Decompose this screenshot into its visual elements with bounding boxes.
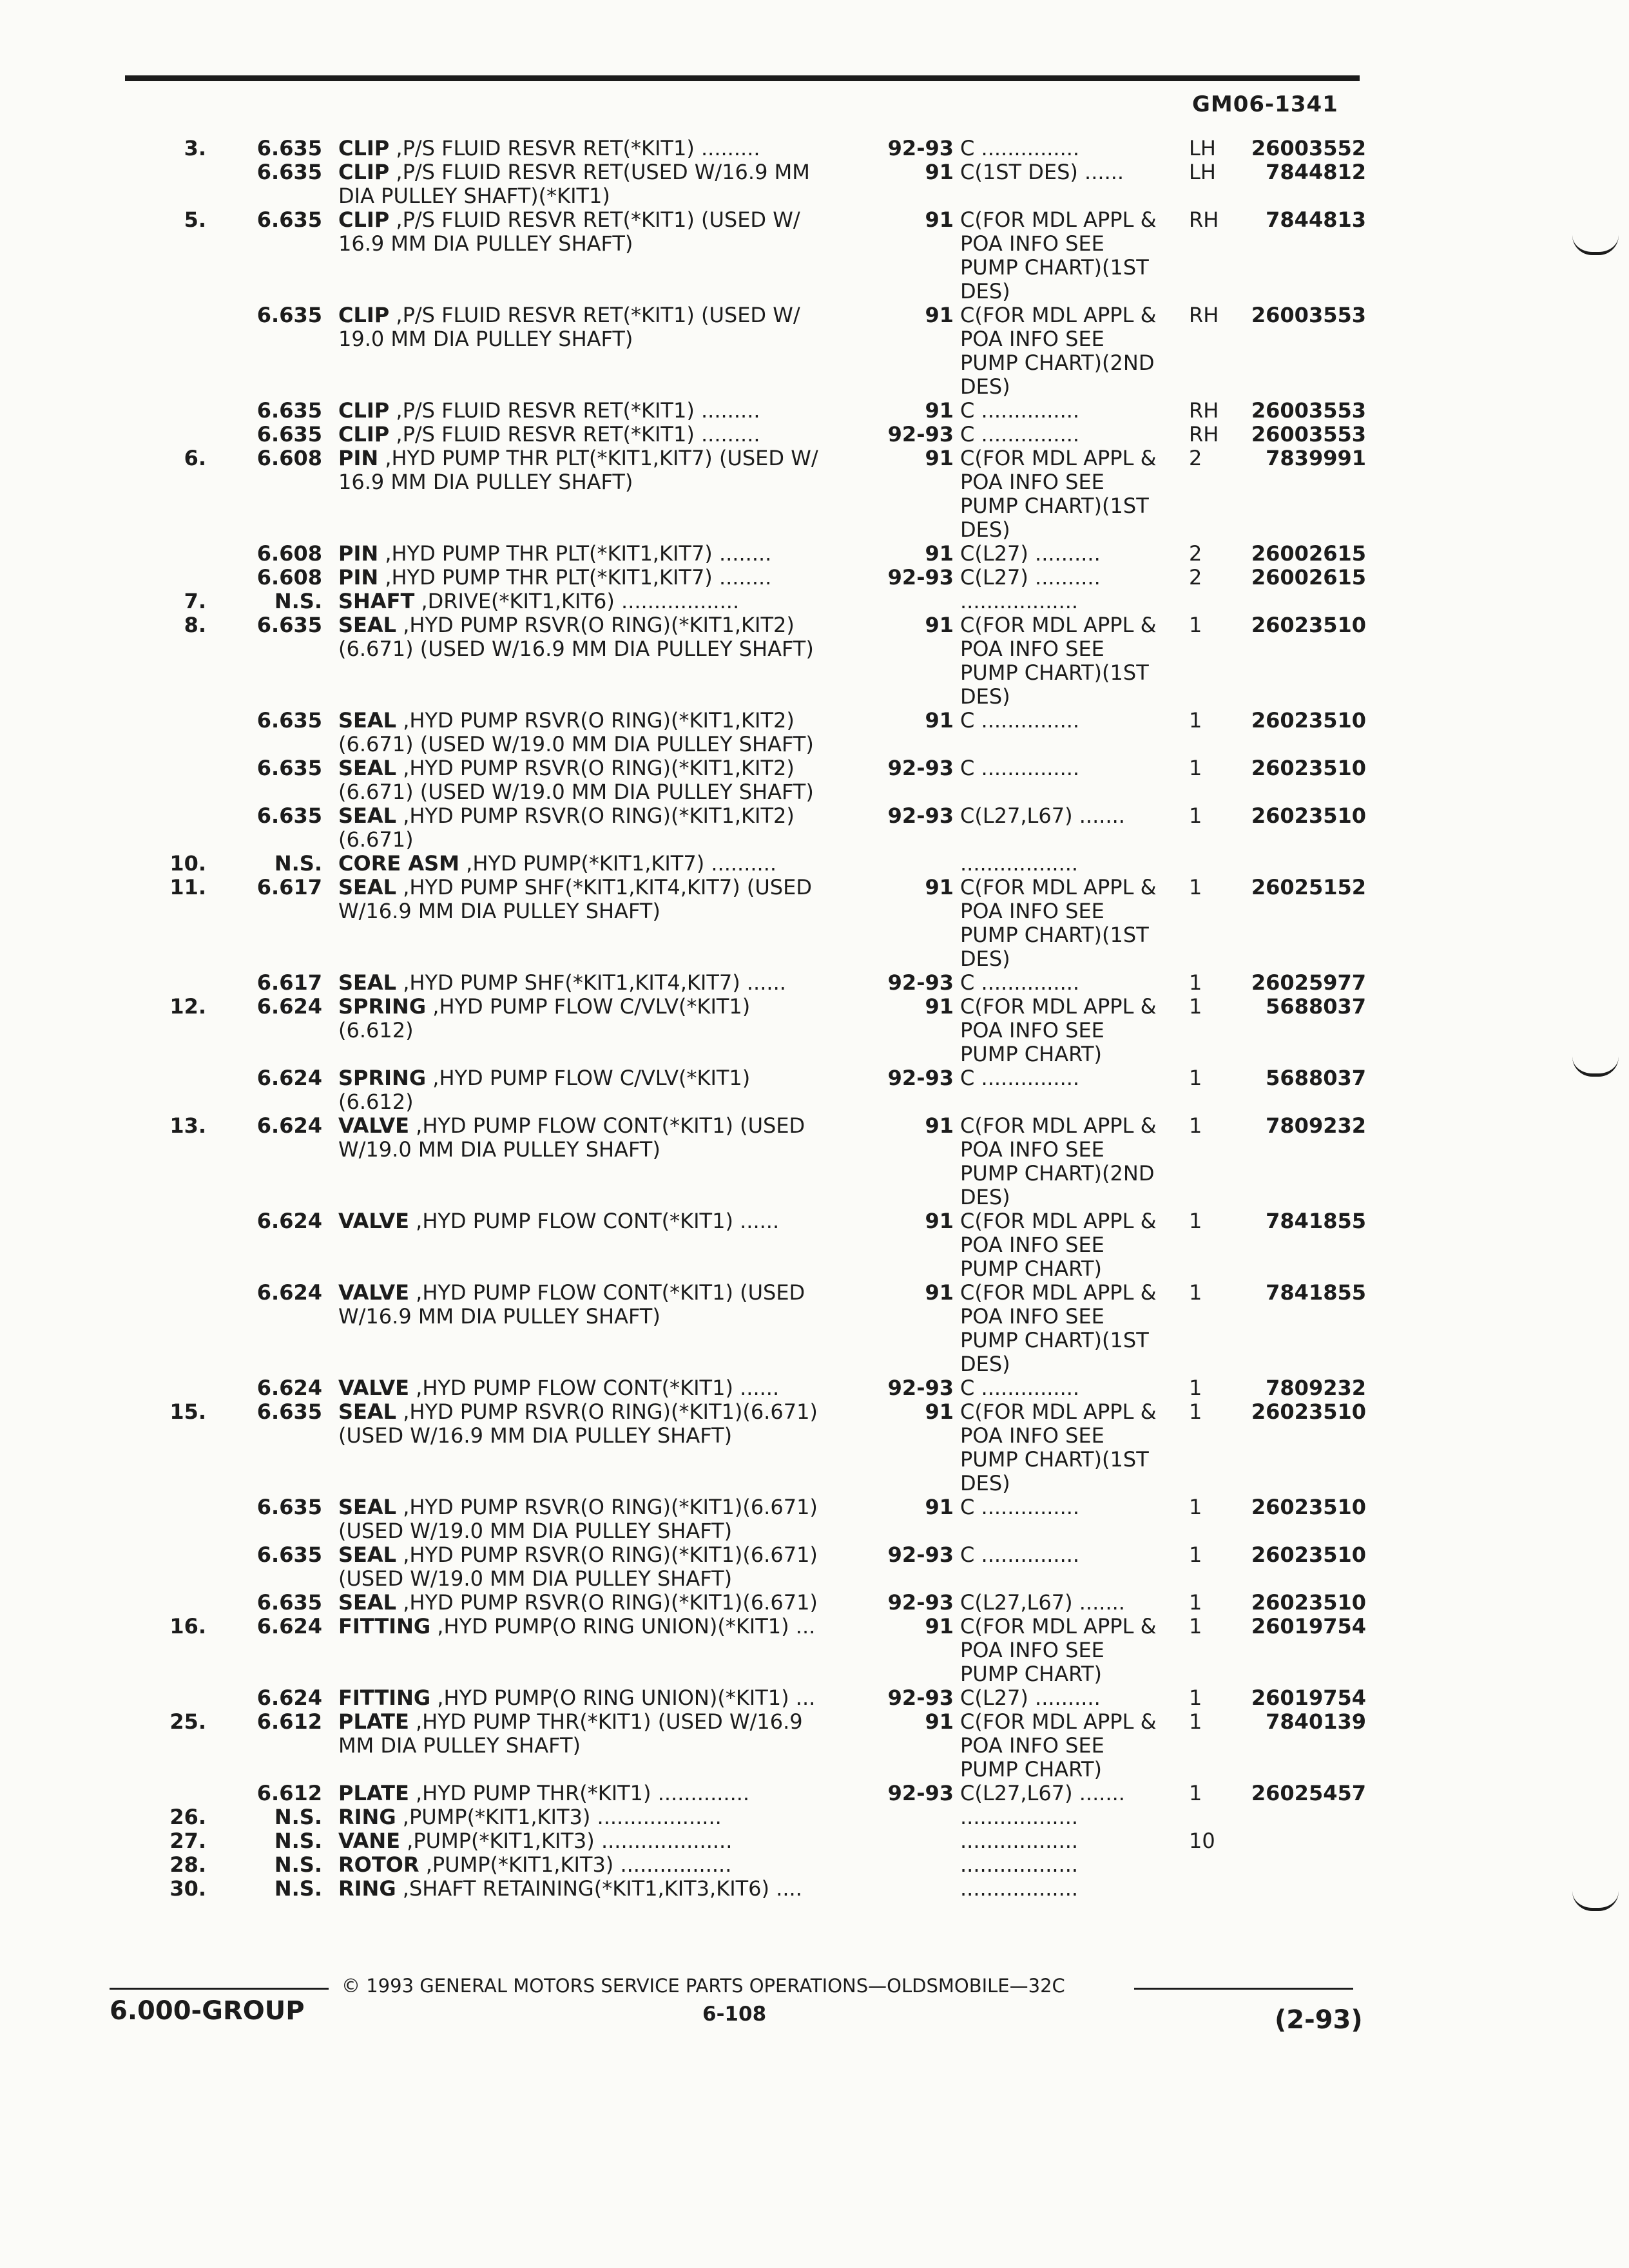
group-number: N.S.: [274, 1805, 322, 1829]
application: C(L27,L67) .......: [960, 1781, 1125, 1805]
model-years: 91: [925, 1280, 954, 1305]
group-number: 6.635: [256, 398, 322, 423]
application: C(FOR MDL APPL & POA INFO SEE PUMP CHART)(1ST DES): [960, 613, 1157, 709]
table-row: [0, 208, 1629, 303]
ref-number: 5.: [184, 207, 206, 232]
table-row: [0, 1615, 1629, 1686]
application: C(FOR MDL APPL & POA INFO SEE PUMP CHART): [960, 1209, 1157, 1281]
quantity: LH: [1189, 160, 1216, 184]
model-years: 91: [925, 1399, 954, 1424]
part-description: SPRING ,HYD PUMP FLOW C/VLV(*KIT1) (6.612): [338, 994, 751, 1043]
part-number: 7844812: [1266, 160, 1366, 184]
table-row: [0, 1782, 1629, 1805]
part-description: SEAL ,HYD PUMP RSVR(O RING)(*KIT1,KIT2) (6.671) (USED W/19.0 MM DIA PULLEY SHAFT): [338, 756, 814, 804]
application: C ...............: [960, 970, 1080, 995]
part-number: 26023510: [1251, 1590, 1366, 1615]
application: C ...............: [960, 136, 1080, 160]
group-number: 6.624: [256, 994, 322, 1019]
table-row: [0, 1805, 1629, 1829]
ref-number: 13.: [169, 1113, 206, 1138]
part-description: ROTOR ,PUMP(*KIT1,KIT3) .................: [338, 1852, 732, 1877]
part-description: VALVE ,HYD PUMP FLOW CONT(*KIT1) ......: [338, 1209, 780, 1233]
model-years: 92-93: [887, 1542, 954, 1567]
application: C ...............: [960, 1542, 1080, 1567]
top-rule: [125, 75, 1360, 81]
ref-number: 15.: [169, 1399, 206, 1424]
application: C(FOR MDL APPL & POA INFO SEE PUMP CHART): [960, 1614, 1157, 1686]
quantity: RH: [1189, 303, 1219, 327]
part-number: 26023510: [1251, 1495, 1366, 1519]
group-number: 6.617: [256, 875, 322, 899]
group-number: 6.635: [256, 136, 322, 160]
model-years: 91: [925, 708, 954, 733]
part-number: 7841855: [1266, 1209, 1366, 1233]
part-number: 7809232: [1266, 1113, 1366, 1138]
application: C ...............: [960, 708, 1080, 733]
model-years: 92-93: [887, 1590, 954, 1615]
table-row: [0, 1209, 1629, 1281]
quantity: LH: [1189, 136, 1216, 160]
table-row: [0, 1710, 1629, 1782]
application: C ...............: [960, 1376, 1080, 1400]
model-years: 91: [925, 541, 954, 566]
quantity: RH: [1189, 207, 1219, 232]
part-description: SEAL ,HYD PUMP RSVR(O RING)(*KIT1)(6.671) (USED W/19.0 MM DIA PULLEY SHAFT): [338, 1542, 818, 1591]
quantity: 2: [1189, 446, 1202, 470]
application: C ...............: [960, 756, 1080, 780]
model-years: 91: [925, 303, 954, 327]
part-number: 26025152: [1251, 875, 1366, 899]
table-row: [0, 1114, 1629, 1209]
model-years: 92-93: [887, 1686, 954, 1710]
ref-number: 27.: [169, 1829, 206, 1853]
part-number: 5688037: [1266, 1066, 1366, 1090]
application: C(L27,L67) .......: [960, 1590, 1125, 1615]
group-number: 6.617: [256, 970, 322, 995]
quantity: 1: [1189, 994, 1202, 1019]
model-years: 91: [925, 613, 954, 637]
application: ..................: [960, 1876, 1079, 1901]
quantity: 1: [1189, 1614, 1202, 1639]
quantity: 1: [1189, 970, 1202, 995]
table-row: [0, 590, 1629, 613]
part-description: FITTING ,HYD PUMP(O RING UNION)(*KIT1) ...: [338, 1614, 816, 1639]
quantity: 1: [1189, 1686, 1202, 1710]
table-row: [0, 1853, 1629, 1877]
application: C(FOR MDL APPL & POA INFO SEE PUMP CHART)(1ST DES): [960, 875, 1157, 971]
quantity: 1: [1189, 1542, 1202, 1567]
group-number: 6.635: [256, 803, 322, 828]
table-row: [0, 1376, 1629, 1400]
group-number: 6.635: [256, 1495, 322, 1519]
part-description: VANE ,PUMP(*KIT1,KIT3) ....................: [338, 1829, 733, 1853]
application: ..................: [960, 1829, 1079, 1853]
application: C(FOR MDL APPL & POA INFO SEE PUMP CHART)(1ST DES): [960, 1280, 1157, 1376]
quantity: RH: [1189, 398, 1219, 423]
document-code: GM06-1341: [1192, 91, 1338, 117]
table-row: [0, 303, 1629, 399]
part-number: 5688037: [1266, 994, 1366, 1019]
part-number: 26023510: [1251, 708, 1366, 733]
application: C(1ST DES) ......: [960, 160, 1124, 184]
revision-date: (2-93): [1275, 2005, 1363, 2035]
ref-number: 8.: [184, 613, 206, 637]
part-description: VALVE ,HYD PUMP FLOW CONT(*KIT1) ......: [338, 1376, 780, 1400]
group-number: 6.635: [256, 708, 322, 733]
model-years: 91: [925, 1614, 954, 1639]
group-number: 6.608: [256, 541, 322, 566]
part-description: VALVE ,HYD PUMP FLOW CONT(*KIT1) (USED W/19.0 MM DIA PULLEY SHAFT): [338, 1113, 805, 1162]
table-row: [0, 160, 1629, 208]
ref-number: 25.: [169, 1709, 206, 1734]
ref-number: 30.: [169, 1876, 206, 1901]
application: C(L27) ..........: [960, 1686, 1101, 1710]
table-row: [0, 1591, 1629, 1615]
part-description: RING ,PUMP(*KIT1,KIT3) ...................: [338, 1805, 722, 1829]
application: C(FOR MDL APPL & POA INFO SEE PUMP CHART): [960, 1709, 1157, 1782]
quantity: 1: [1189, 708, 1202, 733]
application: C(FOR MDL APPL & POA INFO SEE PUMP CHART): [960, 994, 1157, 1066]
quantity: 1: [1189, 1399, 1202, 1424]
part-number: 7809232: [1266, 1376, 1366, 1400]
model-years: 92-93: [887, 1066, 954, 1090]
part-description: SEAL ,HYD PUMP RSVR(O RING)(*KIT1)(6.671) (USED W/19.0 MM DIA PULLEY SHAFT): [338, 1495, 818, 1543]
quantity: 10: [1189, 1829, 1215, 1853]
part-number: 26023510: [1251, 613, 1366, 637]
page-number: 6-108: [702, 2003, 767, 2026]
model-years: 91: [925, 875, 954, 899]
table-row: [0, 1543, 1629, 1591]
group-label: 6.000-GROUP: [110, 1996, 305, 2026]
group-number: N.S.: [274, 1876, 322, 1901]
quantity: 1: [1189, 1280, 1202, 1305]
table-row: [0, 566, 1629, 590]
model-years: 91: [925, 1113, 954, 1138]
application: C ...............: [960, 1066, 1080, 1090]
footer-rule-right: [1134, 1988, 1353, 1990]
group-number: 6.608: [256, 446, 322, 470]
quantity: 1: [1189, 1209, 1202, 1233]
model-years: 92-93: [887, 136, 954, 160]
model-years: 92-93: [887, 803, 954, 828]
table-row: [0, 1400, 1629, 1495]
group-number: 6.635: [256, 1590, 322, 1615]
part-description: CLIP ,P/S FLUID RESVR RET(*KIT1) .........: [338, 422, 760, 447]
group-number: 6.635: [256, 160, 322, 184]
table-row: [0, 852, 1629, 876]
part-description: SEAL ,HYD PUMP SHF(*KIT1,KIT4,KIT7) (USED W/16.9 MM DIA PULLEY SHAFT): [338, 875, 812, 923]
application: C(FOR MDL APPL & POA INFO SEE PUMP CHART)(2ND DES): [960, 303, 1157, 399]
quantity: RH: [1189, 422, 1219, 447]
table-row: [0, 1281, 1629, 1376]
table-row: [0, 137, 1629, 160]
quantity: 1: [1189, 1376, 1202, 1400]
group-number: 6.635: [256, 1542, 322, 1567]
model-years: 92-93: [887, 422, 954, 447]
ref-number: 26.: [169, 1805, 206, 1829]
part-number: 26019754: [1251, 1686, 1366, 1710]
group-number: N.S.: [274, 1829, 322, 1853]
model-years: 91: [925, 1209, 954, 1233]
group-number: 6.608: [256, 565, 322, 590]
application: C(FOR MDL APPL & POA INFO SEE PUMP CHART)(1ST DES): [960, 1399, 1157, 1495]
part-description: VALVE ,HYD PUMP FLOW CONT(*KIT1) (USED W/16.9 MM DIA PULLEY SHAFT): [338, 1280, 805, 1329]
footer-rule-left: [110, 1988, 329, 1990]
table-row: [0, 542, 1629, 566]
table-row: [0, 399, 1629, 423]
application: C(L27) ..........: [960, 565, 1101, 590]
quantity: 1: [1189, 803, 1202, 828]
group-number: N.S.: [274, 589, 322, 613]
part-number: 26025977: [1251, 970, 1366, 995]
ref-number: 10.: [169, 851, 206, 876]
model-years: 91: [925, 1495, 954, 1519]
group-number: 6.624: [256, 1209, 322, 1233]
quantity: 1: [1189, 1066, 1202, 1090]
table-row: [0, 423, 1629, 447]
model-years: 92-93: [887, 565, 954, 590]
application: C(FOR MDL APPL & POA INFO SEE PUMP CHART)(2ND DES): [960, 1113, 1157, 1209]
quantity: 1: [1189, 1709, 1202, 1734]
application: C(FOR MDL APPL & POA INFO SEE PUMP CHART)(1ST DES): [960, 207, 1157, 303]
table-row: [0, 876, 1629, 971]
group-number: 6.624: [256, 1614, 322, 1639]
ref-number: 3.: [184, 136, 206, 160]
ref-number: 11.: [169, 875, 206, 899]
application: ..................: [960, 1852, 1079, 1877]
model-years: 92-93: [887, 1376, 954, 1400]
table-row: [0, 1495, 1629, 1543]
part-number: 7844813: [1266, 207, 1366, 232]
model-years: 91: [925, 1709, 954, 1734]
part-description: SEAL ,HYD PUMP RSVR(O RING)(*KIT1,KIT2) (6.671): [338, 803, 795, 852]
part-description: CLIP ,P/S FLUID RESVR RET(USED W/16.9 MM DIA PULLEY SHAFT)(*KIT1): [338, 160, 810, 208]
part-number: 26003553: [1251, 398, 1366, 423]
part-description: CLIP ,P/S FLUID RESVR RET(*KIT1) (USED W/ 19.0 MM DIA PULLEY SHAFT): [338, 303, 800, 351]
application: C ...............: [960, 398, 1080, 423]
part-number: 26025457: [1251, 1781, 1366, 1805]
application: C ...............: [960, 1495, 1080, 1519]
model-years: 91: [925, 160, 954, 184]
table-row: [0, 1686, 1629, 1710]
part-description: CLIP ,P/S FLUID RESVR RET(*KIT1) .........: [338, 398, 760, 423]
model-years: 92-93: [887, 1781, 954, 1805]
part-description: SEAL ,HYD PUMP RSVR(O RING)(*KIT1)(6.671) (USED W/16.9 MM DIA PULLEY SHAFT): [338, 1399, 818, 1448]
model-years: 91: [925, 446, 954, 470]
part-description: RING ,SHAFT RETAINING(*KIT1,KIT3,KIT6) ....: [338, 1876, 802, 1901]
part-description: SPRING ,HYD PUMP FLOW C/VLV(*KIT1) (6.612): [338, 1066, 751, 1114]
table-row: [0, 1829, 1629, 1853]
table-row: [0, 804, 1629, 852]
part-number: 26019754: [1251, 1614, 1366, 1639]
part-number: 26003552: [1251, 136, 1366, 160]
group-number: N.S.: [274, 851, 322, 876]
part-description: PLATE ,HYD PUMP THR(*KIT1) ..............: [338, 1781, 750, 1805]
application: C(L27) ..........: [960, 541, 1101, 566]
part-number: 7841855: [1266, 1280, 1366, 1305]
quantity: 1: [1189, 1113, 1202, 1138]
part-number: 26002615: [1251, 565, 1366, 590]
ref-number: 7.: [184, 589, 206, 613]
table-row: [0, 995, 1629, 1066]
group-number: 6.612: [256, 1709, 322, 1734]
part-description: PIN ,HYD PUMP THR PLT(*KIT1,KIT7) ........: [338, 541, 772, 566]
table-row: [0, 1877, 1629, 1901]
application: C ...............: [960, 422, 1080, 447]
group-number: 6.624: [256, 1376, 322, 1400]
part-number: 26003553: [1251, 422, 1366, 447]
quantity: 1: [1189, 1590, 1202, 1615]
part-description: CLIP ,P/S FLUID RESVR RET(*KIT1) .........: [338, 136, 760, 160]
table-row: [0, 613, 1629, 709]
application: ..................: [960, 851, 1079, 876]
group-number: N.S.: [274, 1852, 322, 1877]
group-number: 6.635: [256, 756, 322, 780]
model-years: 92-93: [887, 756, 954, 780]
part-description: SEAL ,HYD PUMP SHF(*KIT1,KIT4,KIT7) ......: [338, 970, 786, 995]
group-number: 6.612: [256, 1781, 322, 1805]
quantity: 1: [1189, 613, 1202, 637]
part-description: CLIP ,P/S FLUID RESVR RET(*KIT1) (USED W/ 16.9 MM DIA PULLEY SHAFT): [338, 207, 800, 256]
group-number: 6.635: [256, 1399, 322, 1424]
ref-number: 16.: [169, 1614, 206, 1639]
model-years: 91: [925, 994, 954, 1019]
quantity: 2: [1189, 565, 1202, 590]
parts-list: [0, 137, 1629, 1901]
copyright-notice: © 1993 GENERAL MOTORS SERVICE PARTS OPERATIONS—OLDSMOBILE—32C: [342, 1975, 1065, 1997]
part-number: 26023510: [1251, 756, 1366, 780]
part-description: SEAL ,HYD PUMP RSVR(O RING)(*KIT1,KIT2) (6.671) (USED W/19.0 MM DIA PULLEY SHAFT): [338, 708, 814, 756]
part-description: SEAL ,HYD PUMP RSVR(O RING)(*KIT1,KIT2) (6.671) (USED W/16.9 MM DIA PULLEY SHAFT): [338, 613, 814, 661]
application: ..................: [960, 1805, 1079, 1829]
ref-number: 28.: [169, 1852, 206, 1877]
quantity: 2: [1189, 541, 1202, 566]
quantity: 1: [1189, 875, 1202, 899]
part-number: 26023510: [1251, 1399, 1366, 1424]
group-number: 6.635: [256, 207, 322, 232]
table-row: [0, 756, 1629, 804]
table-row: [0, 1066, 1629, 1114]
part-number: 26023510: [1251, 1542, 1366, 1567]
table-row: [0, 447, 1629, 542]
group-number: 6.635: [256, 613, 322, 637]
part-description: PIN ,HYD PUMP THR PLT(*KIT1,KIT7) ........: [338, 565, 772, 590]
part-description: FITTING ,HYD PUMP(O RING UNION)(*KIT1) ...: [338, 1686, 816, 1710]
group-number: 6.624: [256, 1113, 322, 1138]
table-row: [0, 709, 1629, 756]
part-description: SEAL ,HYD PUMP RSVR(O RING)(*KIT1)(6.671): [338, 1590, 818, 1615]
margin-mark: [1572, 1891, 1619, 1911]
part-description: CORE ASM ,HYD PUMP(*KIT1,KIT7) ..........: [338, 851, 777, 876]
part-number: 7839991: [1266, 446, 1366, 470]
application: ..................: [960, 589, 1079, 613]
model-years: 91: [925, 207, 954, 232]
part-description: SHAFT ,DRIVE(*KIT1,KIT6) ..................: [338, 589, 740, 613]
part-number: 7840139: [1266, 1709, 1366, 1734]
part-description: PLATE ,HYD PUMP THR(*KIT1) (USED W/16.9 MM DIA PULLEY SHAFT): [338, 1709, 803, 1758]
ref-number: 6.: [184, 446, 206, 470]
part-number: 26023510: [1251, 803, 1366, 828]
application: C(L27,L67) .......: [960, 803, 1125, 828]
group-number: 6.624: [256, 1686, 322, 1710]
group-number: 6.635: [256, 422, 322, 447]
quantity: 1: [1189, 1781, 1202, 1805]
quantity: 1: [1189, 1495, 1202, 1519]
table-row: [0, 971, 1629, 995]
application: C(FOR MDL APPL & POA INFO SEE PUMP CHART)(1ST DES): [960, 446, 1157, 542]
model-years: 91: [925, 398, 954, 423]
group-number: 6.635: [256, 303, 322, 327]
model-years: 92-93: [887, 970, 954, 995]
part-number: 26003553: [1251, 303, 1366, 327]
ref-number: 12.: [169, 994, 206, 1019]
group-number: 6.624: [256, 1066, 322, 1090]
quantity: 1: [1189, 756, 1202, 780]
part-number: 26002615: [1251, 541, 1366, 566]
group-number: 6.624: [256, 1280, 322, 1305]
part-description: PIN ,HYD PUMP THR PLT(*KIT1,KIT7) (USED W/ 16.9 MM DIA PULLEY SHAFT): [338, 446, 818, 494]
